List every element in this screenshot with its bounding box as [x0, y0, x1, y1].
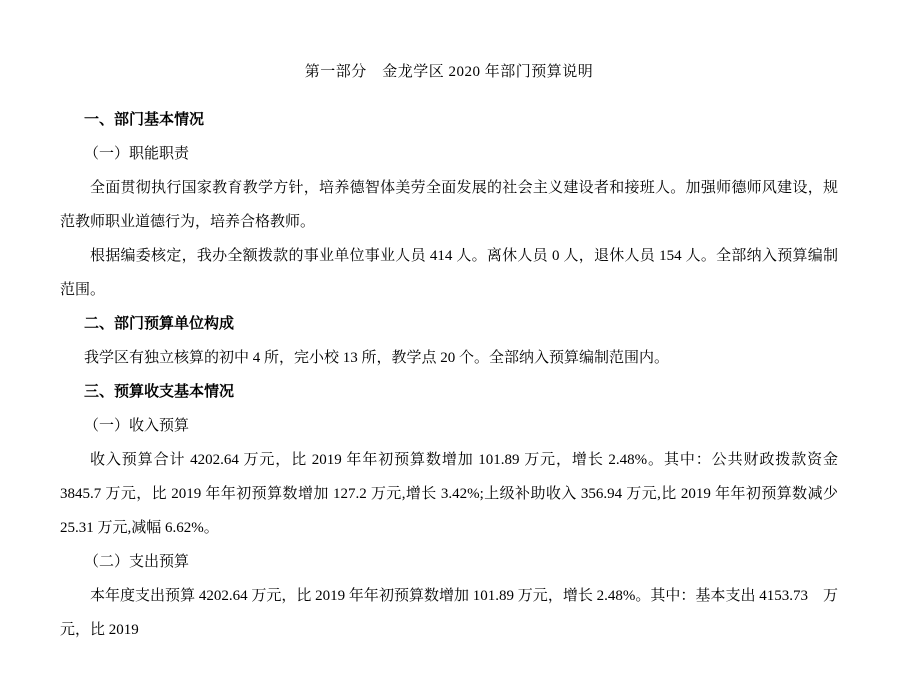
section-subheading-3b: （二）支出预算	[84, 554, 190, 570]
paragraph-4: 收入预算合计 4202.64 万元，比 2019 年年初预算数增加 101.89 万元，增长 2.48%。其中：公共财政拨款资金 3845.7 万元，比 2019 年年初预算数增加 127.2 万元,增长 3.42%;上级补助收入 356.94 万元,比 2019 年年初预算数减少 25.31 万元,减幅 6.62%。	[60, 452, 854, 536]
section-heading-2: 二、部门预算单位构成	[84, 316, 235, 332]
paragraph-1: 全面贯彻执行国家教育教学方针，培养德智体美劳全面发展的社会主义建设者和接班人。加强师德师风建设，规范教师职业道德行为，培养合格教师。	[60, 180, 838, 230]
document-body	[60, 103, 854, 647]
section-heading-1: 一、部门基本情况	[84, 112, 205, 128]
document-page	[0, 60, 898, 695]
paragraph-2: 根据编委核定，我办全额拨款的事业单位事业人员 414 人。离休人员 0 人，退休人员 154 人。全部纳入预算编制范围。	[60, 248, 838, 298]
paragraph-3: 我学区有独立核算的初中 4 所，完小校 13 所，教学点 20 个。全部纳入预算编制范围内。	[84, 350, 670, 366]
section-subheading-1a: （一）职能职责	[84, 146, 190, 162]
section-subheading-3a: （一）收入预算	[84, 418, 190, 434]
title-spacer	[60, 81, 838, 103]
section-heading-3: 三、预算收支基本情况	[84, 384, 235, 400]
paragraph-5: 本年度支出预算 4202.64 万元，比 2019 年年初预算数增加 101.89 万元，增长 2.48%。其中：基本支出 4153.73 万元，比 2019	[60, 588, 838, 638]
page-title: 第一部分 金龙学区 2020 年部门预算说明	[304, 64, 594, 80]
